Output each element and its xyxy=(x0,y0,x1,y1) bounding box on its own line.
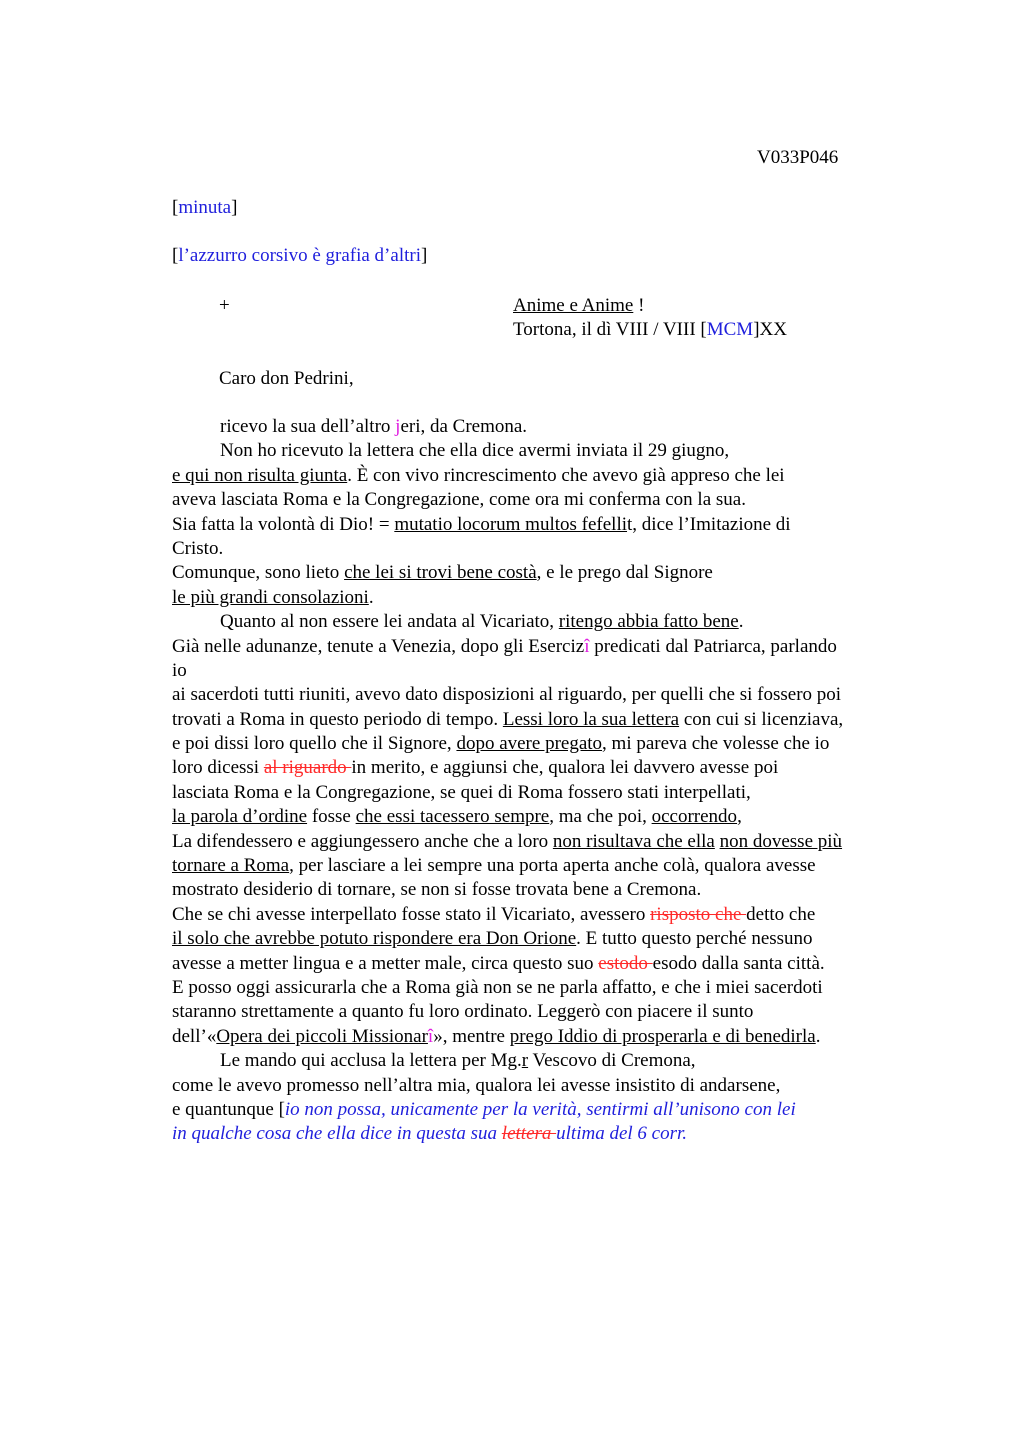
t: . xyxy=(815,1025,821,1047)
t: e poi dissi loro quello che il Signore, xyxy=(172,733,457,755)
body-line: Cristo. xyxy=(172,537,224,559)
body-line: come le avevo promesso nell’altra mia, qualora lei avesse insistito di andarsene, xyxy=(172,1074,781,1096)
body-line xyxy=(172,513,912,537)
t: detto che xyxy=(746,903,816,925)
other-hand-text: io non possa, unicamente per la verità, sentirmi all’unisono con lei xyxy=(284,1098,796,1120)
note-grafia-text: l’azzurro corsivo è grafia d’altri xyxy=(178,245,421,266)
t: Le mando qui acclusa la lettera per Mg. xyxy=(220,1050,522,1072)
t: Già nelle adunanze, tenute a Venezia, dopo gli Eserciz xyxy=(172,635,585,657)
t: e quantunque [ xyxy=(172,1098,285,1120)
t: . E tutto questo perché nessuno xyxy=(576,928,813,950)
body-line xyxy=(172,756,912,780)
date-post: ]XX xyxy=(753,319,787,340)
underlined-text: prego Iddio di prosperarla e di benedirla xyxy=(509,1025,816,1047)
letter-body xyxy=(172,415,912,1147)
underlined-text: che lei si trovi bene costà xyxy=(344,562,537,584)
body-line xyxy=(172,1098,912,1122)
underlined-text: occorrendo xyxy=(651,806,738,828)
other-hand-text: in qualche cosa che ella dice in questa sua xyxy=(172,1123,502,1145)
date-editorial: MCM xyxy=(706,319,754,340)
body-line xyxy=(172,561,912,585)
body-line: staranno strettamente a quanto fu loro ordinato. Leggerò con piacere il sunto xyxy=(172,1001,754,1023)
t: Comunque, sono lieto xyxy=(172,562,345,584)
t: . xyxy=(738,611,744,633)
note-minuta-text: minuta xyxy=(178,197,232,218)
body-line xyxy=(172,610,912,634)
underlined-text: Opera dei piccoli Missionar xyxy=(216,1025,428,1047)
t: . È con vivo rincrescimento che avevo già appreso che lei xyxy=(347,464,785,486)
cross-mark: + xyxy=(219,295,230,316)
underlined-text: ritengo abbia fatto bene xyxy=(558,611,739,633)
t: , e le prego dal Signore xyxy=(536,562,713,584)
t: », mentre xyxy=(433,1025,510,1047)
body-line xyxy=(172,830,912,854)
body-line xyxy=(172,1025,912,1049)
body-line xyxy=(172,464,912,488)
body-line xyxy=(172,1122,912,1146)
t: t, dice l’Imitazione di xyxy=(627,513,791,535)
body-line xyxy=(172,415,912,439)
body-line: E posso oggi assicurarla che a Roma già non se ne parla affatto, e che i miei sacerdoti xyxy=(172,976,823,998)
deleted-text: estodo xyxy=(598,952,653,974)
t: eri, da Cremona. xyxy=(400,416,528,437)
underlined-text: non dovesse più xyxy=(719,830,843,852)
body-line xyxy=(172,708,912,732)
body-line xyxy=(172,805,912,829)
underlined-text: il solo che avrebbe potuto rispondere era Don Orione xyxy=(172,928,577,950)
t: avesse a metter lingua e a metter male, circa questo suo xyxy=(172,952,599,974)
underlined-text: la parola d’ordine xyxy=(172,806,308,828)
correction: î xyxy=(584,635,590,657)
underlined-text: e qui non risulta giunta xyxy=(172,464,348,486)
motto xyxy=(513,294,644,318)
t: ricevo la sua dell’altro xyxy=(220,416,396,437)
t: in merito, e aggiunsi che, qualora lei davvero avesse poi xyxy=(351,757,779,779)
date-pre: Tortona, il dì VIII / VIII [ xyxy=(513,319,707,340)
t: , per lasciare a lei sempre una porta aperta anche colà, qualora avesse xyxy=(289,855,816,877)
body-line: io xyxy=(172,659,187,681)
t: La difendessero e aggiungessero anche che a loro xyxy=(172,830,553,852)
body-line: ai sacerdoti tutti riuniti, avevo dato disposizioni al riguardo, per quelli che si fossero poi xyxy=(172,684,842,706)
t: esodo dalla santa città. xyxy=(652,952,825,974)
underlined-text: tornare a Roma xyxy=(172,855,290,877)
body-line xyxy=(172,635,912,659)
body-line xyxy=(172,732,912,756)
t: con cui si licenziava, xyxy=(679,708,844,730)
underlined-text: Lessi loro la sua lettera xyxy=(502,708,680,730)
letter-date xyxy=(513,318,787,342)
underlined-text: dopo avere pregato xyxy=(456,733,603,755)
t: dell’« xyxy=(172,1025,217,1047)
t: . xyxy=(368,586,374,608)
t: trovati a Roma in questo periodo di tempo. xyxy=(172,708,503,730)
document-id: V033P046 xyxy=(757,147,839,168)
deleted-text: lettera xyxy=(501,1123,557,1145)
body-line xyxy=(172,927,912,951)
body-line xyxy=(172,854,912,878)
note-minuta: [minuta] xyxy=(172,197,238,218)
body-line: mostrato desiderio di tornare, se non si fosse trovata bene a Cremona. xyxy=(172,879,702,901)
body-line: Non ho ricevuto la lettera che ella dice avermi inviata il 29 giugno, xyxy=(220,440,730,462)
t: , xyxy=(737,806,742,828)
underlined-text: che essi tacessero sempre xyxy=(355,806,550,828)
t: Vescovo di Cremona, xyxy=(528,1050,696,1072)
t: Che se chi avesse interpellato fosse stato il Vicariato, avessero xyxy=(172,903,651,925)
underlined-text: mutatio locorum multos fefelli xyxy=(394,513,628,535)
motto-end: ! xyxy=(633,295,645,316)
salutation: Caro don Pedrini, xyxy=(219,368,354,389)
body-line: aveva lasciata Roma e la Congregazione, come ora mi conferma con la sua. xyxy=(172,489,746,511)
deleted-text: al riguardo xyxy=(263,757,352,779)
note-grafia: [l’azzurro corsivo è grafia d’altri] xyxy=(172,245,428,266)
t: , ma che poi, xyxy=(549,806,652,828)
body-line xyxy=(172,1049,912,1073)
body-line: lasciata Roma e la Congregazione, se quei di Roma fossero stati interpellati, xyxy=(172,781,751,803)
underlined-text: le più grandi consolazioni xyxy=(172,586,369,608)
correction: j xyxy=(395,416,401,437)
body-line xyxy=(172,586,912,610)
t: Sia fatta la volontà di Dio! = xyxy=(172,513,395,535)
body-line xyxy=(172,952,912,976)
underlined-text: non risultava che ella xyxy=(552,830,715,852)
t: predicati dal Patriarca, parlando xyxy=(589,635,837,657)
correction: î xyxy=(427,1025,434,1047)
motto-text: Anime e Anime xyxy=(513,295,634,316)
t: , mi pareva che volesse che io xyxy=(602,733,830,755)
underlined-text: r xyxy=(521,1050,529,1072)
t: loro dicessi xyxy=(172,757,264,779)
t: Quanto al non essere lei andata al Vicariato, xyxy=(220,611,559,633)
deleted-text: risposto che xyxy=(650,903,747,925)
other-hand-text: ultima del 6 corr. xyxy=(556,1123,688,1145)
body-line xyxy=(172,903,912,927)
t: fosse xyxy=(307,806,356,828)
